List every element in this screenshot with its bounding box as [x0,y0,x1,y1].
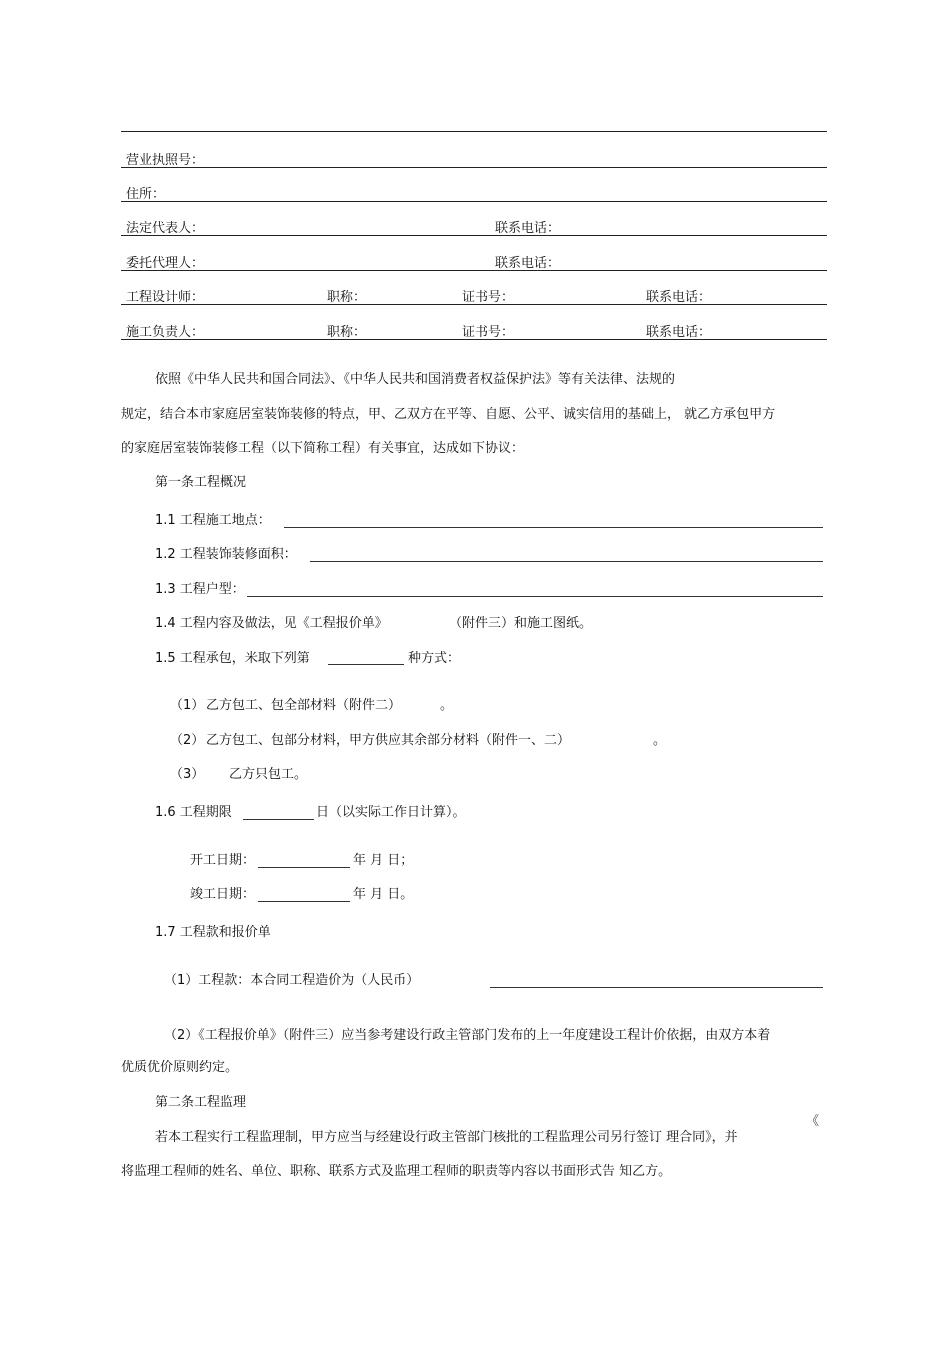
designer-phone-label: 联系电话： [646,290,712,305]
site-address-field[interactable] [284,527,823,528]
option-2-num: （2） [170,733,205,748]
construction-title-label: 职称： [327,325,367,340]
article2-line-1: 若本工程实行工程监理制，甲方应当与经建设行政主管部门核批的工程监理公司另行签订 理合同》，并 [155,1130,738,1145]
option-1-end: 。 [440,698,454,713]
preamble-line-3: 的家庭居室装饰装修工程（以下简称工程）有关事宜，达成如下协议： [121,441,525,456]
designer-title-label: 职称： [327,290,367,305]
construction-lead-label: 施工负责人： [126,325,205,340]
construction-phone-label: 联系电话： [646,325,712,340]
agent-label: 委托代理人： [126,256,205,271]
item-1-4-b: （附件三）和施工图纸。 [449,616,593,631]
contract-price-field[interactable] [490,987,823,988]
construction-lead-line[interactable] [121,339,827,340]
item-1-4-a: 1.4 工程内容及做法，见《工程报价单》 [155,616,388,631]
start-date-suffix: 年 月 日； [353,853,414,868]
item-1-6-a: 1.6 工程期限 [155,805,232,820]
designer-line[interactable] [121,304,827,305]
contract-mode-field[interactable] [328,664,404,665]
option-3-text: 乙方只包工。 [229,767,308,782]
item-1-6-b: 日（以实际工作日计算）。 [316,805,466,820]
article1-heading: 第一条工程概况 [155,475,247,490]
option-2-end: 。 [653,733,667,748]
option-1-num: （1） [170,698,205,713]
legal-rep-label: 法定代表人： [126,221,205,236]
item-1-3: 1.3 工程户型： [155,582,245,597]
article2-heading: 第二条工程监理 [155,1095,247,1110]
end-date-label: 竣工日期： [190,887,256,902]
end-date-suffix: 年 月 日。 [353,887,414,902]
article2-bracket-mark: 《 [806,1114,820,1129]
business-license-line[interactable] [121,167,827,168]
designer-label: 工程设计师： [126,290,205,305]
legal-rep-phone-label: 联系电话： [495,221,561,236]
duration-field[interactable] [243,819,314,820]
address-label: 住所： [126,187,166,202]
construction-cert-label: 证书号： [462,325,515,340]
item-1-7: 1.7 工程款和报价单 [155,925,271,940]
article2-line-2: 将监理工程师的姓名、单位、职称、联系方式及监理工程师的职责等内容以书面形式告 知乙方。 [121,1164,672,1179]
item-1-2: 1.2 工程装饰装修面积： [155,547,297,562]
agent-line[interactable] [121,270,827,271]
agent-phone-label: 联系电话： [495,256,561,271]
item-1-5-a: 1.5 工程承包，米取下列第 [155,651,310,666]
quote-line-1: （2）《工程报价单》（附件三）应当参考建设行政主管部门发布的上一年度建设工程计价依据，由双方本着 [164,1028,771,1043]
payment-line: （1）工程款：本合同工程造价为（人民币） [164,973,420,988]
address-line[interactable] [121,201,827,202]
end-date-field[interactable] [258,901,350,902]
item-1-5-b: 种方式： [408,651,461,666]
option-1-text: 乙方包工、包全部材料（附件二） [206,698,402,713]
preamble-line-1: 依照《中华人民共和国合同法》、《中华人民共和国消费者权益保护法》等有关法律、法规的 [155,372,676,387]
option-3-num: （3） [170,767,205,782]
business-license-label: 营业执照号： [126,153,205,168]
house-type-field[interactable] [247,596,823,597]
designer-cert-label: 证书号： [462,290,515,305]
start-date-field[interactable] [258,867,350,868]
quote-line-2: 优质优价原则约定。 [121,1060,239,1075]
option-2-text: 乙方包工、包部分材料，甲方供应其余部分材料（附件一、二） [206,733,571,748]
start-date-label: 开工日期： [190,853,256,868]
top-rule [121,131,827,132]
item-1-1: 1.1 工程施工地点： [155,513,271,528]
area-field[interactable] [310,561,823,562]
legal-rep-line[interactable] [121,235,827,236]
preamble-line-2: 规定，结合本市家庭居室装饰装修的特点，甲、乙双方在平等、自愿、公平、诚实信用的基础上， 就乙方承包甲方 [121,407,776,422]
